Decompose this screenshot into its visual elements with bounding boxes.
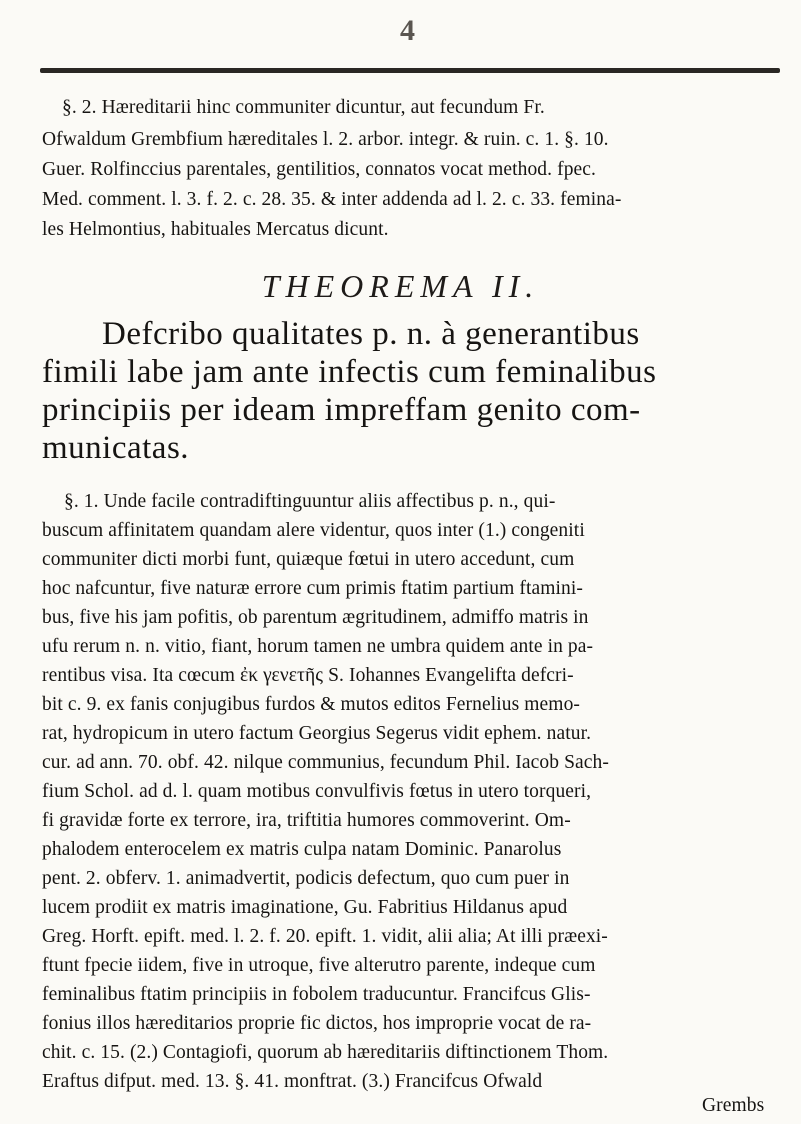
theorem-line: municatas.	[42, 430, 190, 466]
paragraph-line: Eraftus difput. med. 13. §. 41. monftrat. (3.) Francifcus Ofwald	[42, 1071, 543, 1092]
paragraph-line: lucem prodiit ex matris imaginatione, Gu. Fabritius Hildanus apud	[42, 897, 568, 918]
intro-line: Ofwaldum Grembfium hæreditales l. 2. arbor. integr. & ruin. c. 1. §. 10.	[42, 129, 609, 150]
theorem-heading: THEOREMA II.	[261, 268, 540, 304]
paragraph-line: feminalibus ftatim principiis in fobolem traducuntur. Francifcus Glis-	[42, 984, 591, 1005]
intro-line: Guer. Rolfinccius parentales, gentilitios, connatos vocat method. fpec.	[42, 159, 597, 180]
paragraph-line: fi gravidæ forte ex terrore, ira, triftitia humores commoverint. Om-	[42, 810, 571, 831]
paragraph-line: bit c. 9. ex fanis conjugibus furdos & mutos editos Fernelius memo-	[42, 694, 581, 715]
theorem-line: principiis per ideam impreffam genito com-	[42, 392, 641, 428]
paragraph-line: cur. ad ann. 70. obf. 42. nilque communius, fecundum Phil. Iacob Sach-	[42, 752, 609, 773]
paragraph-line: bus, five his jam pofitis, ob parentum ægritudinem, admiffo matris in	[42, 607, 589, 628]
theorem-line: fimili labe jam ante infectis cum feminalibus	[42, 354, 657, 390]
paragraph-line: phalodem enterocelem ex matris culpa natam Dominic. Panarolus	[42, 839, 562, 860]
paragraph-line: communiter dicti morbi funt, quiæque fœtui in utero accedunt, cum	[42, 549, 575, 570]
paragraph-line: fonius illos hæreditarios proprie fic dictos, hos improprie vocat de ra-	[42, 1013, 592, 1034]
paragraph-line: ftunt fpecie iidem, five in utroque, five alterutro parente, indeque cum	[42, 955, 596, 976]
paragraph-line: hoc nafcuntur, five naturæ errore cum primis ftatim partium ftamini-	[42, 578, 584, 599]
catchword: Grembs	[702, 1095, 765, 1116]
paragraph-line: buscum affinitatem quandam alere videntur, quos inter (1.) congeniti	[42, 520, 585, 541]
paragraph-line: Greg. Horft. epift. med. l. 2. f. 20. epift. 1. vidit, alii alia; At illi præexi-	[42, 926, 608, 947]
paragraph-line: fium Schol. ad d. l. quam motibus convulfivis fœtus in utero torqueri,	[42, 781, 592, 802]
paragraph-line: rentibus visa. Ita cœcum ἐκ γενετῆς S. Iohannes Evangelifta defcri-	[42, 665, 574, 686]
intro-line: Med. comment. l. 3. f. 2. c. 28. 35. & inter addenda ad l. 2. c. 33. femina-	[42, 189, 622, 210]
intro-line: §. 2. Hæreditarii hinc communiter dicuntur, aut fecundum Fr.	[62, 97, 545, 118]
paragraph-line: pent. 2. obferv. 1. animadvertit, podicis defectum, quo cum puer in	[42, 868, 570, 889]
intro-line: les Helmontius, habituales Mercatus dicunt.	[42, 219, 389, 240]
paragraph-line: rat, hydropicum in utero factum Georgius Segerus vidit ephem. natur.	[42, 723, 592, 744]
header-rule	[40, 68, 780, 73]
theorem-line: Defcribo qualitates p. n. à generantibus	[102, 316, 640, 352]
paragraph-line: chit. c. 15. (2.) Contagiofi, quorum ab hæreditariis diftinctionem Thom.	[42, 1042, 609, 1063]
paragraph-line: §. 1. Unde facile contradiftinguuntur aliis affectibus p. n., qui-	[64, 491, 556, 512]
paragraph-line: ufu rerum n. n. vitio, fiant, horum tamen ne umbra quidem ante in pa-	[42, 636, 594, 657]
page-folio-mark: 4	[400, 14, 415, 47]
